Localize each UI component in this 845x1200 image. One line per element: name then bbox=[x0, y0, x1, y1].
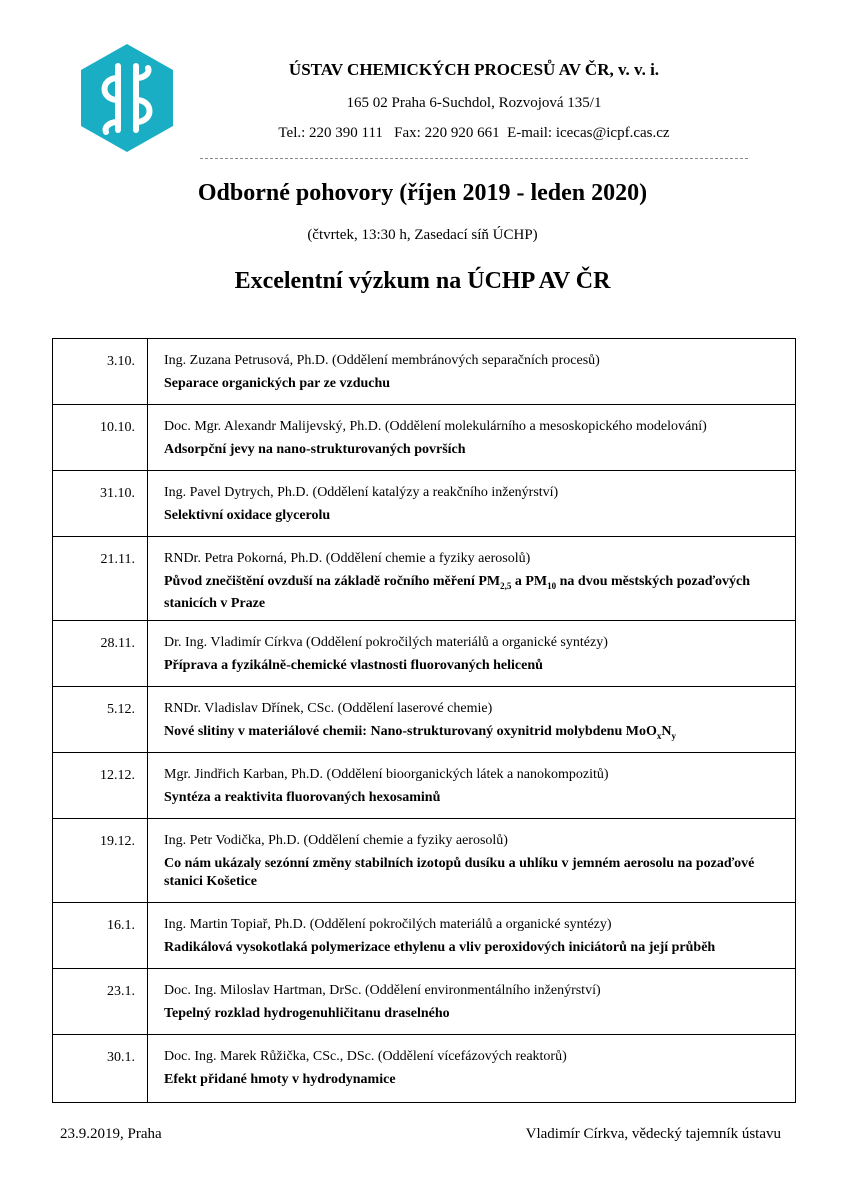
talk-date: 12.12. bbox=[53, 753, 148, 819]
talk-info bbox=[148, 1035, 796, 1103]
table-row bbox=[53, 903, 796, 969]
talk-speaker: Ing. Martin Topiař, Ph.D. (Oddělení pokročilých materiálů a organické syntézy) bbox=[164, 917, 612, 932]
talk-title: Efekt přidané hmoty v hydrodynamice bbox=[164, 1072, 396, 1087]
section-heading: Excelentní výzkum na ÚCHP AV ČR bbox=[234, 268, 611, 294]
talk-title-part: Nové slitiny v materiálové chemii: Nano-strukturovaný oxynitrid molybdenu MoO bbox=[164, 724, 657, 739]
talk-info bbox=[148, 687, 796, 753]
talk-speaker: Ing. Zuzana Petrusová, Ph.D. (Oddělení membránových separačních procesů) bbox=[164, 353, 600, 368]
talk-info bbox=[148, 537, 796, 621]
talk-speaker: Ing. Pavel Dytrych, Ph.D. (Oddělení katalýzy a reakčního inženýrství) bbox=[164, 485, 559, 500]
talk-speaker: Ing. Petr Vodička, Ph.D. (Oddělení chemie a fyziky aerosolů) bbox=[164, 833, 508, 848]
talk-date: 10.10. bbox=[53, 405, 148, 471]
talk-speaker: Doc. Ing. Miloslav Hartman, DrSc. (Oddělení environmentálního inženýrství) bbox=[164, 983, 601, 998]
talk-speaker: Dr. Ing. Vladimír Církva (Oddělení pokročilých materiálů a organické syntézy) bbox=[164, 635, 608, 650]
talk-date: 3.10. bbox=[53, 339, 148, 405]
talk-title: Příprava a fyzikálně-chemické vlastnosti fluorovaných helicenů bbox=[164, 658, 543, 673]
talk-date: 23.1. bbox=[53, 969, 148, 1035]
talk-title: Radikálová vysokotlaká polymerizace ethylenu a vliv peroxidových iniciátorů na její průběh bbox=[164, 940, 716, 955]
talk-info bbox=[148, 621, 796, 687]
talk-info bbox=[148, 471, 796, 537]
talk-date: 16.1. bbox=[53, 903, 148, 969]
talk-title bbox=[164, 573, 779, 613]
talk-title: Separace organických par ze vzduchu bbox=[164, 376, 391, 391]
header-divider bbox=[200, 158, 748, 159]
table-row bbox=[53, 969, 796, 1035]
institute-contact: Tel.: 220 390 111 Fax: 220 920 661 E-mail: icecas@icpf.cas.cz bbox=[278, 125, 670, 141]
talk-title-subscript: 10 bbox=[547, 580, 557, 591]
letterhead bbox=[200, 60, 748, 142]
talk-speaker: Doc. Ing. Marek Růžička, CSc., DSc. (Oddělení vícefázových reaktorů) bbox=[164, 1049, 567, 1064]
talk-speaker: RNDr. Vladislav Dřínek, CSc. (Oddělení laserové chemie) bbox=[164, 701, 493, 716]
talk-title: Tepelný rozklad hydrogenuhličitanu draselného bbox=[164, 1006, 450, 1021]
talk-info bbox=[148, 903, 796, 969]
footer-date-place: 23.9.2019, Praha bbox=[60, 1126, 162, 1142]
table-row bbox=[53, 819, 796, 903]
talk-date: 19.12. bbox=[53, 819, 148, 903]
page-title: Odborné pohovory (říjen 2019 - leden 2020) bbox=[197, 180, 648, 206]
table-row bbox=[53, 339, 796, 405]
talk-title: Co nám ukázaly sezónní změny stabilních izotopů dusíku a uhlíku v jemném aerosolu na pozaďové stanici Košetice bbox=[164, 856, 755, 889]
table-row bbox=[53, 537, 796, 621]
table-row bbox=[53, 405, 796, 471]
table-row bbox=[53, 753, 796, 819]
talk-title: Selektivní oxidace glycerolu bbox=[164, 508, 331, 523]
talk-title-part: na dvou městských pozaďových stanicích v Praze bbox=[164, 574, 750, 611]
talk-info bbox=[148, 339, 796, 405]
talk-title-part: Původ znečištění ovzduší na základě ročního měření PM bbox=[164, 574, 501, 589]
talk-date: 5.12. bbox=[53, 687, 148, 753]
talk-date: 31.10. bbox=[53, 471, 148, 537]
talk-info bbox=[148, 405, 796, 471]
talk-speaker: Mgr. Jindřich Karban, Ph.D. (Oddělení bioorganických látek a nanokompozitů) bbox=[164, 767, 609, 782]
footer-signature: Vladimír Církva, vědecký tajemník ústavu bbox=[525, 1126, 781, 1142]
talk-info bbox=[148, 753, 796, 819]
table-row bbox=[53, 471, 796, 537]
talk-info bbox=[148, 819, 796, 903]
talk-date: 28.11. bbox=[53, 621, 148, 687]
talk-title: Syntéza a reaktivita fluorovaných hexosaminů bbox=[164, 790, 441, 805]
talk-speaker: RNDr. Petra Pokorná, Ph.D. (Oddělení chemie a fyziky aerosolů) bbox=[164, 551, 531, 566]
schedule-body bbox=[53, 339, 796, 1103]
page-subtitle: (čtvrtek, 13:30 h, Zasedací síň ÚCHP) bbox=[307, 227, 538, 243]
talk-date: 21.11. bbox=[53, 537, 148, 621]
talk-title-subscript: y bbox=[671, 730, 676, 741]
schedule-table bbox=[52, 338, 796, 1103]
talk-speaker: Doc. Mgr. Alexandr Malijevský, Ph.D. (Oddělení molekulárního a mesoskopického modelování) bbox=[164, 419, 707, 434]
table-row bbox=[53, 621, 796, 687]
table-row bbox=[53, 1035, 796, 1103]
talk-title: Adsorpční jevy na nano-strukturovaných površích bbox=[164, 442, 466, 457]
talk-title-part: N bbox=[661, 724, 672, 739]
talk-title-subscript: 2,5 bbox=[500, 580, 512, 591]
institute-address: 165 02 Praha 6-Suchdol, Rozvojová 135/1 bbox=[346, 95, 602, 111]
talk-title bbox=[164, 723, 779, 745]
table-row bbox=[53, 687, 796, 753]
talk-title-part: a PM bbox=[511, 574, 548, 589]
talk-info bbox=[148, 969, 796, 1035]
talk-title-subscript: x bbox=[656, 730, 662, 741]
institute-name: ÚSTAV CHEMICKÝCH PROCESŮ AV ČR, v. v. i. bbox=[288, 60, 660, 79]
talk-date: 30.1. bbox=[53, 1035, 148, 1103]
institute-logo-icon bbox=[78, 42, 176, 154]
